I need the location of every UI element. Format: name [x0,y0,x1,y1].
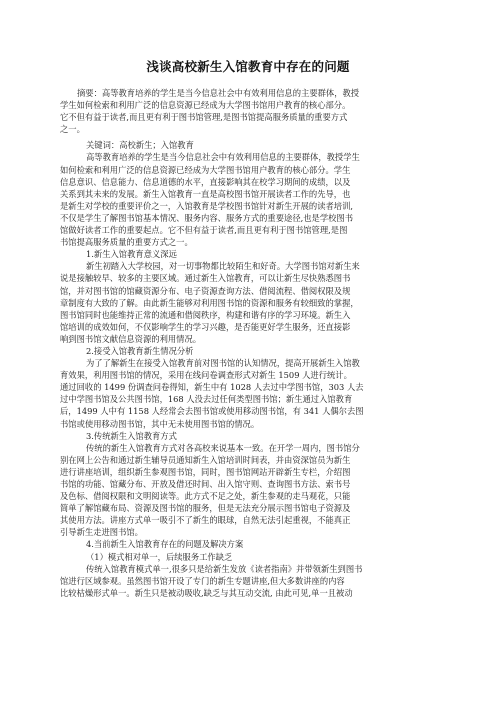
text-line: 后，1499 人中有 1158 人经常会去图书馆或使用移动图书馆，有 341 人偶尔去图 [60,406,364,417]
text-line: 不仅是学生了解图书馆基本情况、服务内容、服务方式的重要途径,也是学校图书 [60,212,354,223]
text-line: 馆进行区域参观。虽然图书馆开设了专门的新生专题讲座,但大多数讲座的内容 [60,575,345,586]
text-line: 进行讲座培训，组织新生参观图书馆，同时，图书馆网站开辟新生专栏，介绍图 [60,466,351,477]
text-line: 是新生对学校的重要评价之一，入馆教育是学校图书馆针对新生开展的读者培训, [60,200,354,211]
text-line: 章制度有大致的了解。由此新生能够对利用图书馆的资源和服务有较细致的掌握， [60,297,359,308]
text-line: 响到图书馆文献信息资源的利用情况。 [60,333,202,344]
text-line: 摘要：高等教育培养的学生是当今信息社会中有效利用信息的主要群体，教授 [77,88,360,98]
text-line: 馆，并对图书馆的馆藏资源分布、电子资源查询方法、借阅流程、借阅权限及规 [60,285,351,296]
text-line: 书馆提高服务质量的重要方式之一。 [60,237,193,248]
text-line: 其使用方法。讲座方式单一吸引不了新生的眼球，自然无法引起重视，不能真正 [60,515,351,526]
text-line: 过中学图书馆及公共图书馆，168 人没去过任何类型图书馆；新生通过入馆教育 [60,394,353,405]
text-line: 别在网上公告和通过新生辅导员通知新生入馆培训时间表，并由资深馆员为新生 [60,454,351,465]
text-line: 比较枯燥形式单一。新生只是被动吸收,缺乏与其互动交流, 由此可见,单一且被动 [60,587,353,598]
text-line: 通过回收的 1499 份调查问卷得知，新生中有 1028 人去过中学图书馆，303 人去 [60,382,364,393]
text-line: 说是接触较早、较多的主要区域。通过新生入馆教育，可以让新生尽快熟悉图书 [60,273,351,284]
text-line: 4.当前新生入馆教育存在的问题及解决方案 [86,539,244,550]
text-line: 2.接受入馆教育新生情况分析 [86,345,194,356]
document-title: 浅谈高校新生入馆教育中存在的问题 [146,59,350,74]
text-line: 新生初踏入大学校园，对一切事物都比较陌生和好奇。大学图书馆对新生来 [86,261,360,272]
text-line: 书馆的功能、馆藏分布、开放及借还时间、出入馆守则、查询图书方法、索书号 [60,479,351,489]
text-line: 学生如何检索和利用广泛的信息资源已经成为大学图书馆用户教育的核心部分。 [60,100,351,111]
text-line: 育效果，利用图书馆的情况，采用在线问卷调查形式对新生 1509 人进行统计。 [60,370,352,381]
text-line: 馆做好读者工作的重要起点。它不但有益于读者,而且更有利于图书馆管理,是图 [60,225,348,236]
text-line: 3.传统新生入馆教育方式 [86,430,177,441]
text-line: 关系到其未来的发展。新生入馆教育一直是高校图书馆开展读者工作的先导，也 [60,188,351,199]
text-line: 它不但有益于读者,而且更有利于图书馆管理,是图书馆提高服务质量的重要方式 [60,112,348,123]
text-line: 传统入馆教育模式单一,很多只是给新生发放《读者指南》并带领新生到图书 [86,563,363,574]
text-line: 为了了解新生在接受入馆教育前对图书馆的认知情况，提高开展新生入馆教 [86,358,360,369]
text-line: 简单了解馆藏布局、资源及图书馆的服务，但是无法充分展示图书馆电子资源及 [60,503,351,514]
text-line: （1）模式相对单一，后续服务工作缺乏 [86,551,233,562]
text-line: 引导新生走进图书馆。 [60,527,143,538]
text-line: 1.新生入馆教育意义深远 [86,249,177,260]
text-line: 之一。 [60,124,85,135]
text-line: 图书馆同时也能维持正常的流通和借阅秩序，构建和谐有序的学习环境。新生入 [60,309,351,320]
text-line: 如何检索和利用广泛的信息资源已经成为大学图书馆用户教育的核心部分。学生 [60,164,351,175]
text-line: 书馆或使用移动图书馆，其中无未使用图书馆的情况。 [60,418,260,429]
text-line: 传统的新生入馆教育方式对各高校来说基本一致。在开学一周内，图书馆分 [86,442,360,453]
document-body [60,87,440,599]
text-line: 信息意识、信息能力、信息道德的水平，直接影响其在校学习期间的成绩，以及 [60,176,351,187]
text-line: 高等教育培养的学生是当今信息社会中有效利用信息的主要群体，教授学生 [86,152,360,163]
text-line: 馆培训的成效如何，不仅影响学生的学习兴趣，是否能更好学生服务，还直接影 [60,321,351,332]
text-line: 关键词：高校新生；入馆教育 [86,140,194,151]
text-line: 及色标、借阅权限和文明阅读等。此方式不足之处，新生参观的走马观花，只能 [60,491,351,502]
